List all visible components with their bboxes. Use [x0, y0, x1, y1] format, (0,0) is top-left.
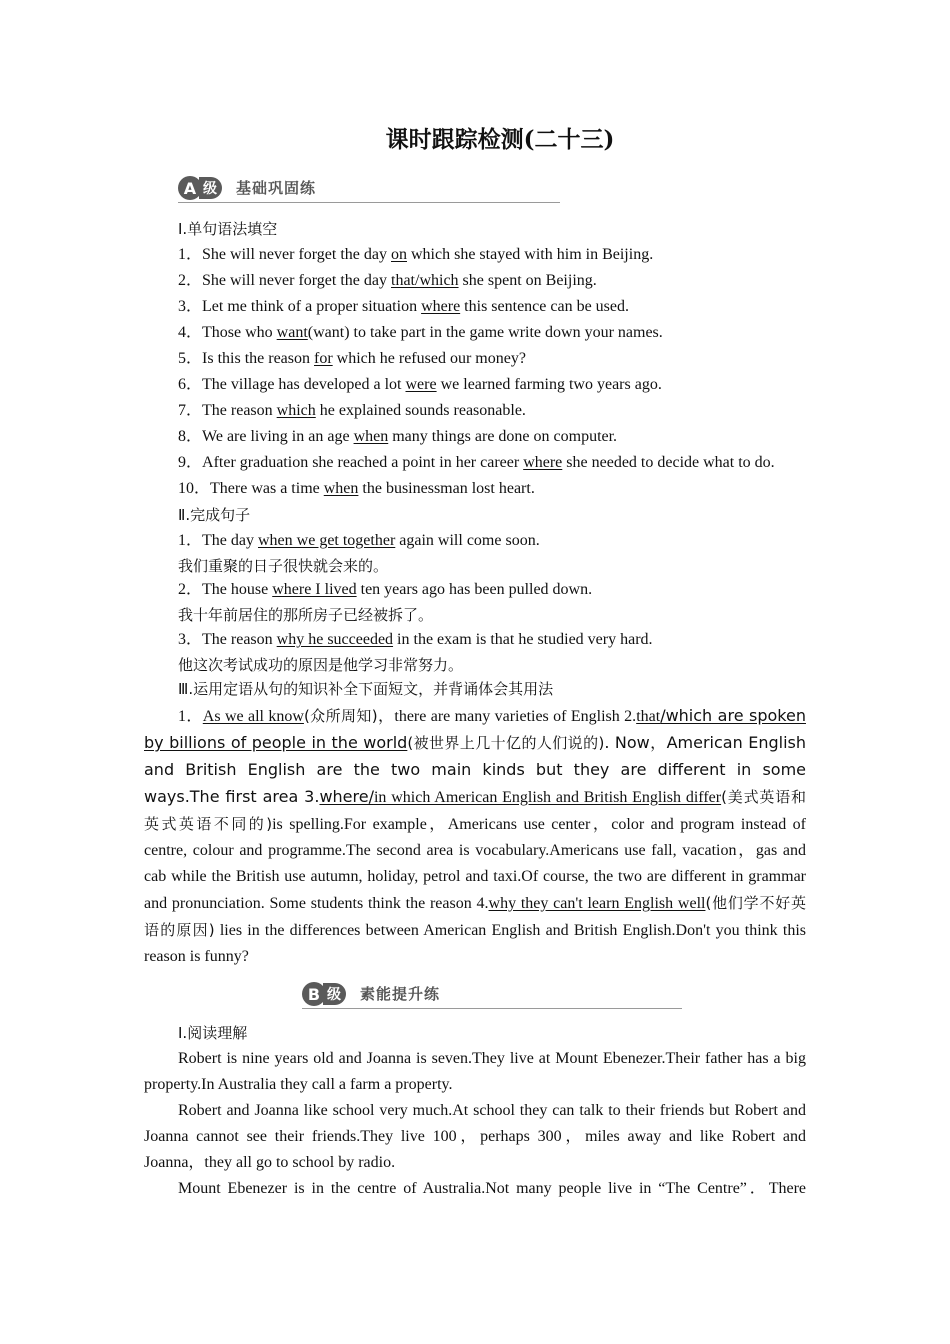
- answer: where: [421, 298, 461, 315]
- reading-paragraph-2: Robert and Joanna like school very much.At school they can talk to their friends but Robert and Joanna cannot see their friends.They live 100，perhaps 300，miles away and like Robert and Joanna，they all go to school by radio.: [144, 1102, 806, 1171]
- section3-passage: 1．As we all know(众所周知)，there are many varieties of English 2.that/which are spoken by billions of people in the world(被世界上几十亿的人们说的). Now，American English and British English are the two main kinds but they are different in some ways.The first area 3.where/in which American English and British English differ(美式英语和英式英语不同的)is spelling.For example，Americans use center，color and program instead of centre, colour and programme.The second area is vocabulary.Americans use fall, vacation，gas and cab while the British use autumn, holiday, petrol and taxi.Of course, the two are different in grammar and pronunciation. Some students think the reason 4.why they can't learn English well(他们学不好英语的原因) lies in the differences between American English and British English.Don't you think this reason is funny?: [144, 706, 806, 965]
- page-title: 课时跟踪检测(二十三): [385, 126, 615, 153]
- level-a-rule: [178, 202, 560, 203]
- section1-item-10: 10．There was a time when the businessman lost heart.: [178, 480, 535, 497]
- level-a-letter: A: [178, 176, 202, 200]
- reading-paragraph-1: Robert is nine years old and Joanna is seven.They live at Mount Ebenezer.Their father has a big property.In Australia they call a farm a property.: [144, 1050, 806, 1093]
- answer: want: [276, 324, 308, 341]
- section2-heading: Ⅱ.完成句子: [178, 506, 251, 524]
- answer: why he succeeded: [276, 631, 394, 648]
- level-b-letter: B: [302, 982, 326, 1006]
- section1-item-2: 2．She will never forget the day that/which she spent on Beijing.: [178, 272, 597, 289]
- level-a-label: 基础巩固练: [236, 179, 317, 197]
- answer: on: [391, 246, 407, 263]
- level-a-tab: 级: [199, 177, 222, 199]
- section1-heading: Ⅰ.单句语法填空: [178, 220, 278, 238]
- answer: when: [353, 428, 389, 445]
- answer-3b: in which American English and British English differ: [373, 789, 722, 806]
- answer: for: [314, 350, 333, 367]
- section1-item-4: 4．Those who want(want) to take part in the game write down your names.: [178, 324, 663, 341]
- section2-item-2-translation: 我十年前居住的那所房子已经被拆了。: [178, 606, 434, 624]
- answer: when we get together: [258, 532, 396, 549]
- section1-item-1: 1．She will never forget the day on which she stayed with him in Beijing.: [178, 246, 654, 263]
- level-b-banner: [302, 982, 684, 1016]
- section1-item-6: 6．The village has developed a lot were we learned farming two years ago.: [178, 376, 662, 393]
- hint-3: (美式英语和英式英语不同的): [144, 788, 806, 833]
- answer: were: [405, 376, 437, 393]
- answer-4: why they can't learn English well: [488, 895, 706, 912]
- answer-2a: that: [636, 708, 661, 725]
- hint-1: (众所周知): [303, 707, 378, 725]
- section2-item-2: 2．The house where I lived ten years ago has been pulled down.: [178, 581, 593, 598]
- section1-item-7: 7．The reason which he explained sounds reasonable.: [178, 402, 526, 419]
- section2-item-1: 1．The day when we get together again will come soon.: [178, 532, 540, 549]
- level-a-banner: [178, 176, 560, 210]
- level-b-tab: 级: [323, 983, 346, 1005]
- answer-2b: /which are spoken by billions of people in the world: [144, 706, 806, 752]
- hint-2: (被世界上几十亿的人们说的): [407, 734, 605, 752]
- answer-3a: where/: [319, 787, 374, 806]
- answer-1: As we all know: [202, 708, 304, 725]
- section1-item-9: 9．After graduation she reached a point in her career where she needed to decide what to do.: [178, 454, 775, 471]
- level-b-rule: [302, 1008, 682, 1009]
- answer: where: [523, 454, 563, 471]
- section2-item-3-translation: 他这次考试成功的原因是他学习非常努力。: [178, 656, 464, 674]
- level-a-badge: [178, 176, 222, 200]
- hint-4: (他们学不好英语的原因): [144, 894, 806, 939]
- answer: when: [323, 480, 359, 497]
- answer: where I lived: [272, 581, 357, 598]
- section2-item-1-translation: 我们重聚的日子很快就会来的。: [178, 557, 389, 575]
- answer: that/which: [391, 272, 459, 289]
- section1-item-8: 8．We are living in an age when many things are done on computer.: [178, 428, 618, 445]
- level-b-badge: [302, 982, 346, 1006]
- answer: which: [276, 402, 316, 419]
- level-b-label: 素能提升练: [360, 985, 441, 1003]
- section1-item-5: 5．Is this the reason for which he refused our money?: [178, 350, 526, 367]
- section3-heading: Ⅲ.运用定语从句的知识补全下面短文，并背诵体会其用法: [178, 680, 554, 698]
- reading-paragraph-3: Mount Ebenezer is in the centre of Australia.Not many people live in “The Centre”．There: [178, 1180, 806, 1197]
- section1-item-3: 3．Let me think of a proper situation where this sentence can be used.: [178, 298, 629, 315]
- section4-heading: Ⅰ.阅读理解: [178, 1024, 248, 1042]
- section2-item-3: 3．The reason why he succeeded in the exam is that he studied very hard.: [178, 631, 653, 648]
